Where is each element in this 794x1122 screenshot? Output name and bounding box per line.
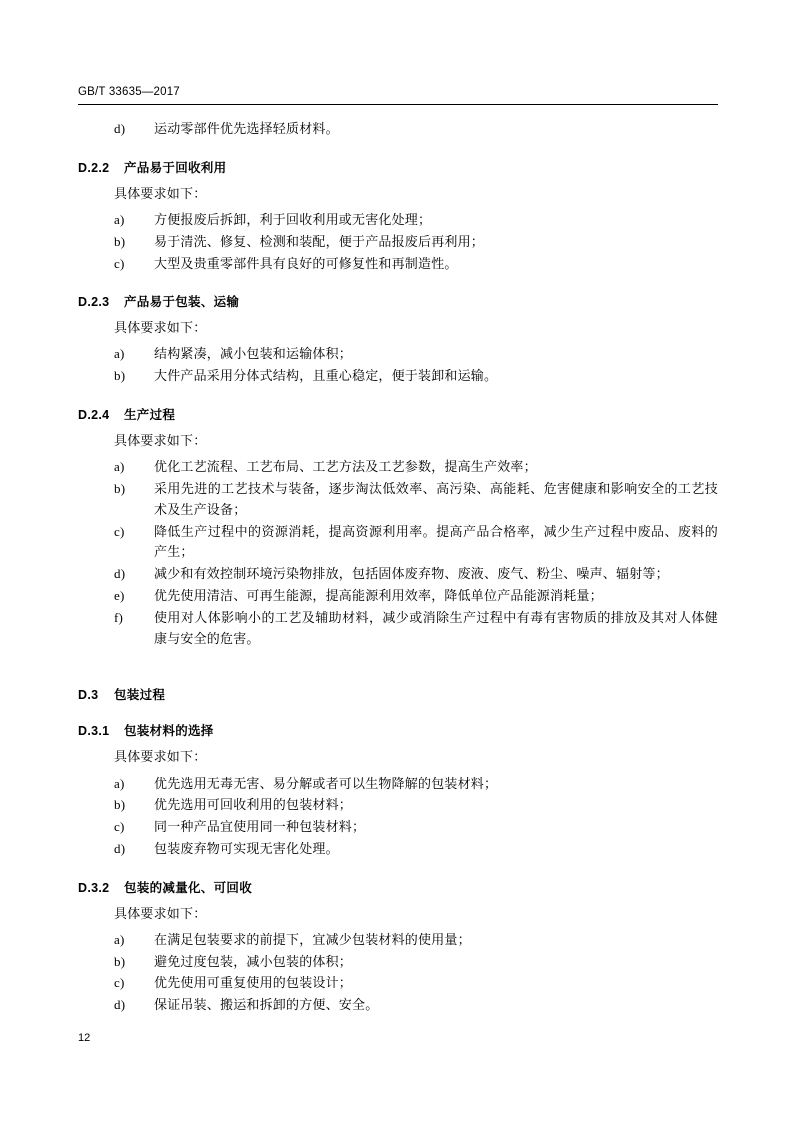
list-item-marker: d) bbox=[114, 566, 126, 582]
list-item-marker: c) bbox=[114, 255, 125, 271]
list-item-text: 保证吊装、搬运和拆卸的方便、安全。 bbox=[154, 997, 379, 1013]
list-item bbox=[114, 564, 718, 585]
list-item-text: 大型及贵重零部件具有良好的可修复性和再制造性。 bbox=[154, 255, 458, 271]
section-heading-d31 bbox=[78, 721, 718, 739]
list-item-marker: b) bbox=[114, 481, 126, 496]
list-item bbox=[114, 774, 718, 795]
list-item-text: 采用先进的工艺技术与装备，逐步淘汰低效率、高污染、高能耗、危害健康和影响安全的工艺技术及生产设备； bbox=[154, 481, 718, 517]
list-item bbox=[114, 839, 718, 860]
list-item bbox=[114, 608, 718, 650]
list-item-marker: c) bbox=[114, 819, 125, 835]
list-item-text: 降低生产过程中的资源消耗，提高资源利用率。提高产品合格率，减少生产过程中废品、废料的产生； bbox=[154, 523, 718, 560]
section-lead-text: 具体要求如下： bbox=[114, 749, 207, 765]
list-item-marker: b) bbox=[114, 953, 126, 969]
page-number: 12 bbox=[78, 1032, 91, 1044]
list-item-text: 结构紧凑，减小包装和运输体积； bbox=[154, 346, 353, 362]
section-list-d23 bbox=[114, 344, 718, 387]
section-spacer bbox=[78, 651, 718, 667]
section-list-d32 bbox=[114, 930, 718, 1016]
list-item-marker: d) bbox=[114, 121, 126, 136]
list-item-marker: b) bbox=[114, 368, 126, 384]
list-item-marker: a) bbox=[114, 775, 125, 791]
list-item-marker: f) bbox=[114, 609, 124, 625]
list-item-text: 运动零部件优先选择轻质材料。 bbox=[154, 121, 339, 136]
list-item bbox=[114, 522, 718, 564]
list-item-text: 减少和有效控制环境污染物排放，包括固体废弃物、废液、废气、粉尘、噪声、辐射等； bbox=[154, 566, 669, 582]
list-item-marker: d) bbox=[114, 997, 126, 1013]
list-item-text: 包装废弃物可实现无害化处理。 bbox=[154, 840, 339, 856]
section-title: 包装的减量化、可回收 bbox=[124, 880, 253, 895]
page-content bbox=[78, 86, 718, 1018]
section-title: 产品易于包装、运输 bbox=[124, 295, 240, 310]
list-item bbox=[114, 254, 718, 275]
list-item-text: 优化工艺流程、工艺布局、工艺方法及工艺参数，提高生产效率； bbox=[154, 459, 537, 475]
list-item-text: 大件产品采用分体式结构，且重心稳定，便于装卸和运输。 bbox=[154, 368, 498, 384]
list-item-marker: a) bbox=[114, 211, 125, 227]
list-item bbox=[114, 479, 718, 521]
section-number: D.3.2 bbox=[78, 880, 110, 895]
section-lead-text: 具体要求如下： bbox=[114, 185, 207, 201]
section-lead-text: 具体要求如下： bbox=[114, 905, 207, 921]
list-item bbox=[114, 973, 718, 994]
section-number: D.2.3 bbox=[78, 295, 110, 310]
list-item bbox=[114, 119, 718, 140]
section-list-d24 bbox=[114, 457, 718, 649]
section-number: D.2.2 bbox=[78, 160, 110, 175]
section-heading-d23 bbox=[78, 292, 718, 310]
list-item-marker: a) bbox=[114, 346, 125, 362]
list-item bbox=[114, 995, 718, 1016]
list-item bbox=[114, 817, 718, 838]
list-item-text: 优先选用无毒无害、易分解或者可以生物降解的包装材料； bbox=[154, 775, 498, 791]
section-list-d31 bbox=[114, 774, 718, 860]
section-title: 产品易于回收利用 bbox=[124, 160, 227, 175]
list-item bbox=[114, 930, 718, 951]
section-heading-d22 bbox=[78, 158, 718, 176]
list-item-marker: e) bbox=[114, 587, 125, 603]
list-item-text: 同一种产品宜使用同一种包装材料； bbox=[154, 819, 366, 835]
list-item-text: 使用对人体影响小的工艺及辅助材料，减少或消除生产过程中有毒有害物质的排放及其对人体健康与安全的危害。 bbox=[154, 609, 718, 646]
header-divider bbox=[78, 104, 718, 105]
list-item-text: 优先使用清洁、可再生能源，提高能源利用效率，降低单位产品能源消耗量； bbox=[154, 587, 603, 603]
list-item-marker: d) bbox=[114, 840, 126, 856]
page-header-standard-id: GB/T 33635—2017 bbox=[78, 86, 180, 98]
list-item-text: 在满足包装要求的前提下，宜减少包装材料的使用量； bbox=[154, 931, 471, 947]
list-item-marker: b) bbox=[114, 233, 126, 249]
section-heading-d32 bbox=[78, 878, 718, 896]
list-item bbox=[114, 795, 718, 816]
list-item-text: 优先选用可回收利用的包装材料； bbox=[154, 797, 353, 813]
section-number: D.2.4 bbox=[78, 408, 110, 423]
section-list-d22 bbox=[114, 210, 718, 274]
list-item-text: 优先使用可重复使用的包装设计； bbox=[154, 975, 353, 991]
section-number: D.3.1 bbox=[78, 724, 110, 739]
chapter-title: 包装过程 bbox=[114, 688, 166, 703]
list-item bbox=[114, 952, 718, 973]
section-title: 生产过程 bbox=[124, 408, 176, 423]
chapter-number: D.3 bbox=[78, 688, 99, 703]
list-item bbox=[114, 366, 718, 387]
list-item-text: 避免过度包装，减小包装的体积； bbox=[154, 953, 353, 969]
list-item-marker: b) bbox=[114, 797, 126, 813]
section-lead-text: 具体要求如下： bbox=[114, 433, 207, 449]
section-title: 包装材料的选择 bbox=[124, 724, 214, 739]
list-item bbox=[114, 210, 718, 231]
list-item-marker: a) bbox=[114, 931, 125, 947]
list-item-marker: c) bbox=[114, 975, 125, 991]
list-item-marker: a) bbox=[114, 459, 125, 475]
list-item bbox=[114, 232, 718, 253]
list-item-marker: c) bbox=[114, 523, 125, 539]
chapter-heading-d3 bbox=[78, 685, 718, 703]
section-lead-text: 具体要求如下： bbox=[114, 320, 207, 336]
list-item-text: 方便报废后拆卸，利于回收利用或无害化处理； bbox=[154, 211, 432, 227]
section-heading-d24 bbox=[78, 405, 718, 423]
list-item-text: 易于清洗、修复、检测和装配，便于产品报废后再利用； bbox=[154, 233, 485, 249]
list-item bbox=[114, 344, 718, 365]
list-item bbox=[114, 457, 718, 478]
list-item bbox=[114, 586, 718, 607]
